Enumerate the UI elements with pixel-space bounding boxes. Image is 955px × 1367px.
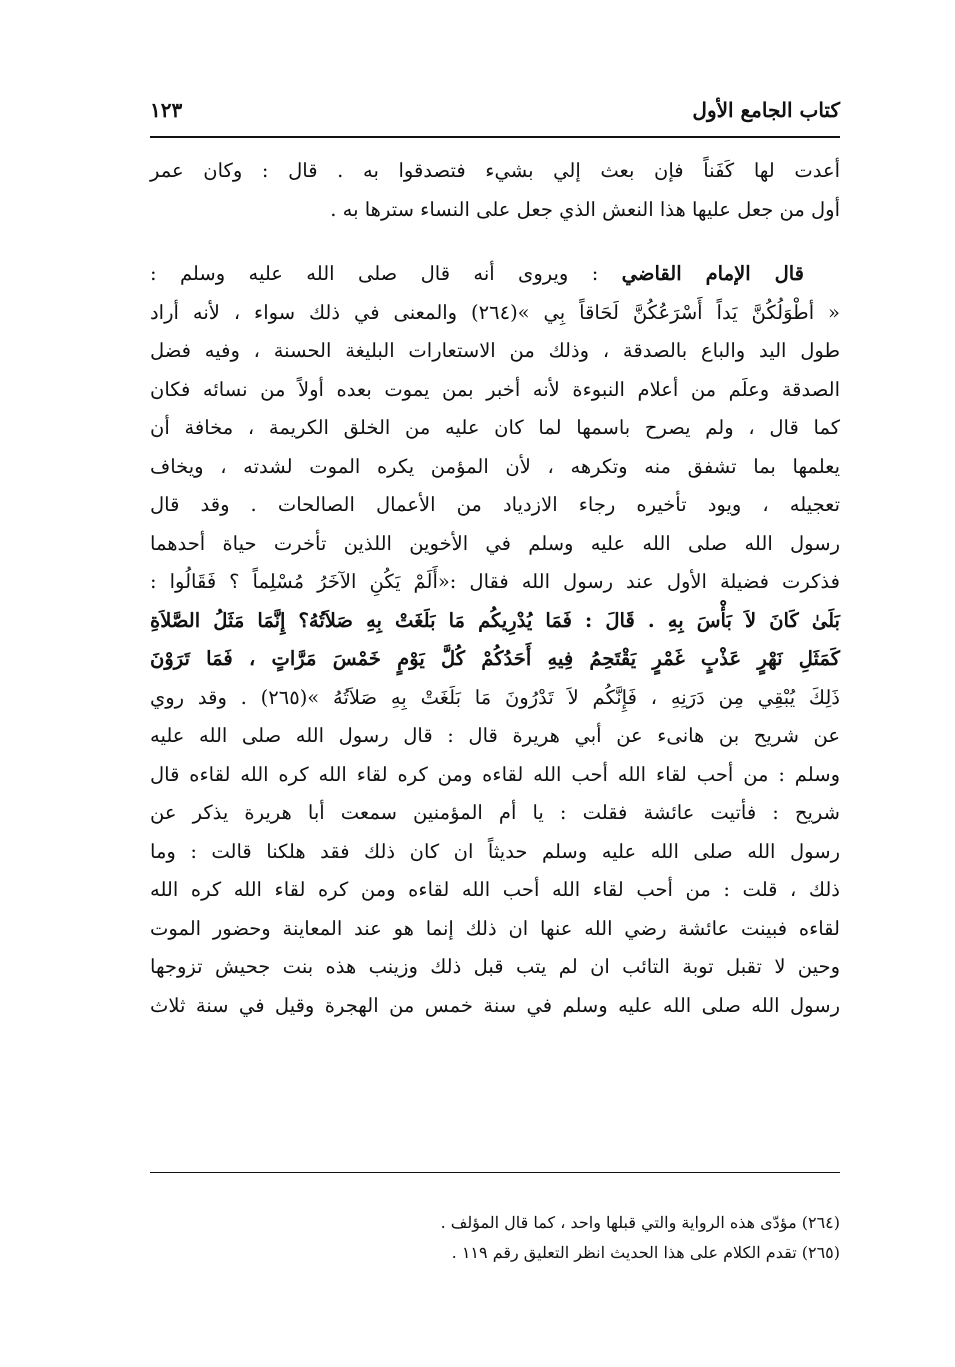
text-line: كما قال ، ولم يصرح باسمها لما كان عليه من الخلق الكريمة ، مخافة أن (150, 416, 840, 439)
heading-continuation: : ويروى أنه قال صلى الله عليه وسلم : (150, 262, 599, 285)
footnote-264: (٢٦٤) مؤدّى هذه الرواية والتي قبلها واحد ، كما قال المؤلف . (440, 1213, 840, 1232)
text-line: تعجيله ، ويود تأخيره رجاء الازدياد من الأعمال الصالحات . وقد قال (150, 493, 840, 516)
hadith-line: كَمَثَلِ نَهْرٍ عَذْبٍ غَمْرٍ يَقْتَحِمُ فِيهِ أَحَدُكُمْ كُلَّ يَوْمٍ خَمْسَ مَرَّاتٍ ، فَمَا تَرَوْنَ (150, 647, 840, 670)
footnotes (150, 1208, 840, 1268)
main-text (150, 152, 840, 1025)
text-line: عن شريح بن هانىء عن أبي هريرة قال : قال رسول الله صلى الله عليه (150, 724, 840, 747)
text-line: ذلك ، قلت : من أحب لقاء الله أحب الله لقاءه ومن كره لقاء الله كره الله (150, 878, 840, 901)
text-line: طول اليد والباع بالصدقة ، وذلك من الاستعارات البليغة الحسنة ، وفيه فضل (150, 339, 840, 362)
footnote-265: (٢٦٥) تقدم الكلام على هذا الحديث انظر التعليق رقم ١١٩ . (451, 1243, 840, 1262)
text-line (150, 255, 840, 294)
text-line: لقاءه فبينت عائشة رضي الله عنها ان ذلك إنما هو عند المعاينة وحضور الموت (150, 916, 840, 940)
hadith-line: بَلَىٰ كَانَ لاَ بَأْسَ بِهِ . قَالَ : فَمَا يُدْرِيكُم مَا بَلَغَتْ بِهِ صَلاَتُهُ؟ إِنَّمَا مَثَلُ الصَّلاَةِ (150, 608, 840, 632)
text-line: أعدت لها كَفَناً فإن بعث إلي بشيء فتصدقوا به . قال : وكان عمر (150, 159, 840, 182)
text-line: رسول الله صلى الله عليه وسلم في سنة خمس من الهجرة وقيل في سنة ثلاث (150, 993, 840, 1017)
page-number: ١٢٣ (150, 98, 183, 122)
text-line: شريح : فأتيت عائشة فقلت : يا أم المؤمنين سمعت أبا هريرة يذكر عن (150, 801, 840, 824)
text-line: وسلم : من أحب لقاء الله أحب الله لقاءه ومن كره لقاء الله كره الله لقاءه قال (150, 762, 840, 786)
section-heading: قال الإمام القاضي (621, 262, 805, 285)
running-title: كتاب الجامع الأول (692, 98, 840, 122)
header-divider (150, 136, 840, 138)
text-line: ذَلِكَ يُبْقِي مِن دَرَنِهِ ، فَإِنَّكُم لاَ تَدْرُونَ مَا بَلَغَتْ بِهِ صَلاَتُهُ »(٢٦٥) . وقد روي (150, 685, 840, 709)
text-line: الصدقة وعلَم من أعلام النبوءة لأنه أخبر بمن يموت بعده أولاً من نسائه فكان (150, 377, 840, 401)
page-header (150, 90, 840, 130)
text-line: وحين لا تقبل توبة التائب ان لم يتب قبل ذلك وزينب هذه بنت جحيش تزوجها (150, 955, 840, 978)
text-line: رسول الله صلى الله عليه وسلم حديثاً ان كان ذلك فقد هلكنا قالت : وما (150, 839, 840, 863)
text-line: فذكرت فضيلة الأول عند رسول الله فقال :«أَلَمْ يَكُنِ الآخَرُ مُسْلِماً ؟ فَقَالُوا : (150, 570, 840, 593)
paragraph-1 (150, 152, 840, 229)
text-line: رسول الله صلى الله عليه وسلم في الأخوين اللذين تأخرت حياة أحدهما (150, 531, 840, 555)
text-line: يعلمها بما تشفق منه وتكرهه ، لأن المؤمن يكره الموت لشدته ، ويخاف (150, 454, 840, 478)
footnote-divider (150, 1172, 840, 1173)
text-line: أول من جعل عليها هذا النعش الذي جعل على النساء سترها به . (330, 197, 840, 221)
text-line: « أطْوَلُكُنَّ يَداً أَسْرَعُكُنَّ لَحَاقاً بِي »(٢٦٤) والمعنى في ذلك سواء ، لأنه أراد (150, 300, 840, 324)
paragraph-2 (150, 255, 840, 1025)
